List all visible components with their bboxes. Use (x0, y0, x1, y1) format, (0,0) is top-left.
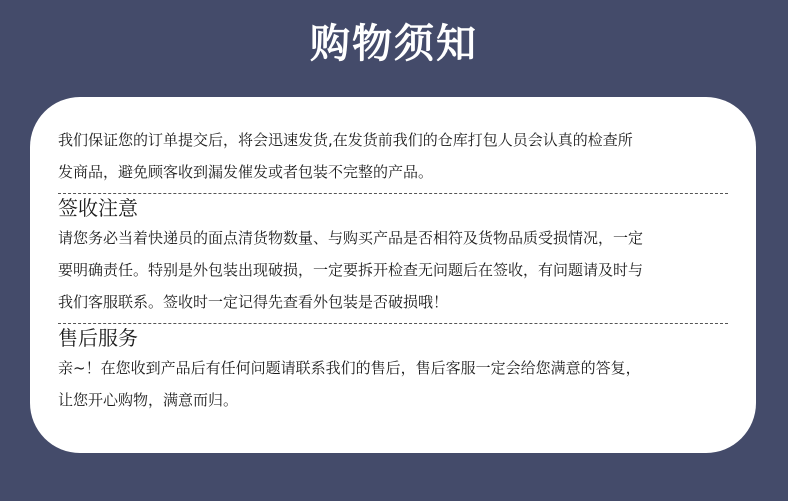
after-sales-heading: 售后服务 (58, 326, 138, 350)
after-sales-line-2: 让您开心购物，满意而归。 (58, 391, 239, 409)
after-sales-section (58, 324, 728, 416)
notice-card (30, 97, 756, 453)
receipt-line-2: 要明确责任。特别是外包装出现破损，一定要拆开检查无问题后在签收，有问题请及时与 (58, 261, 644, 279)
intro-line-1: 我们保证您的订单提交后，将会迅速发货,在发货前我们的仓库打包人员会认真的检查所 (58, 131, 633, 149)
intro-section (58, 124, 728, 188)
receipt-line-1: 请您务必当着快递员的面点清货物数量、与购买产品是否相符及货物品质受损情况，一定 (58, 229, 644, 247)
intro-line-2: 发商品，避免顾客收到漏发催发或者包装不完整的产品。 (58, 163, 434, 181)
after-sales-line-1: 亲~！在您收到产品后有任何问题请联系我们的售后，售后客服一定会给您满意的答复， (58, 359, 641, 377)
receipt-line-3: 我们客服联系。签收时一定记得先查看外包装是否破损哦！ (58, 293, 449, 311)
receipt-section (58, 194, 728, 318)
receipt-heading: 签收注意 (58, 196, 138, 220)
page-title: 购物须知 (310, 20, 478, 67)
